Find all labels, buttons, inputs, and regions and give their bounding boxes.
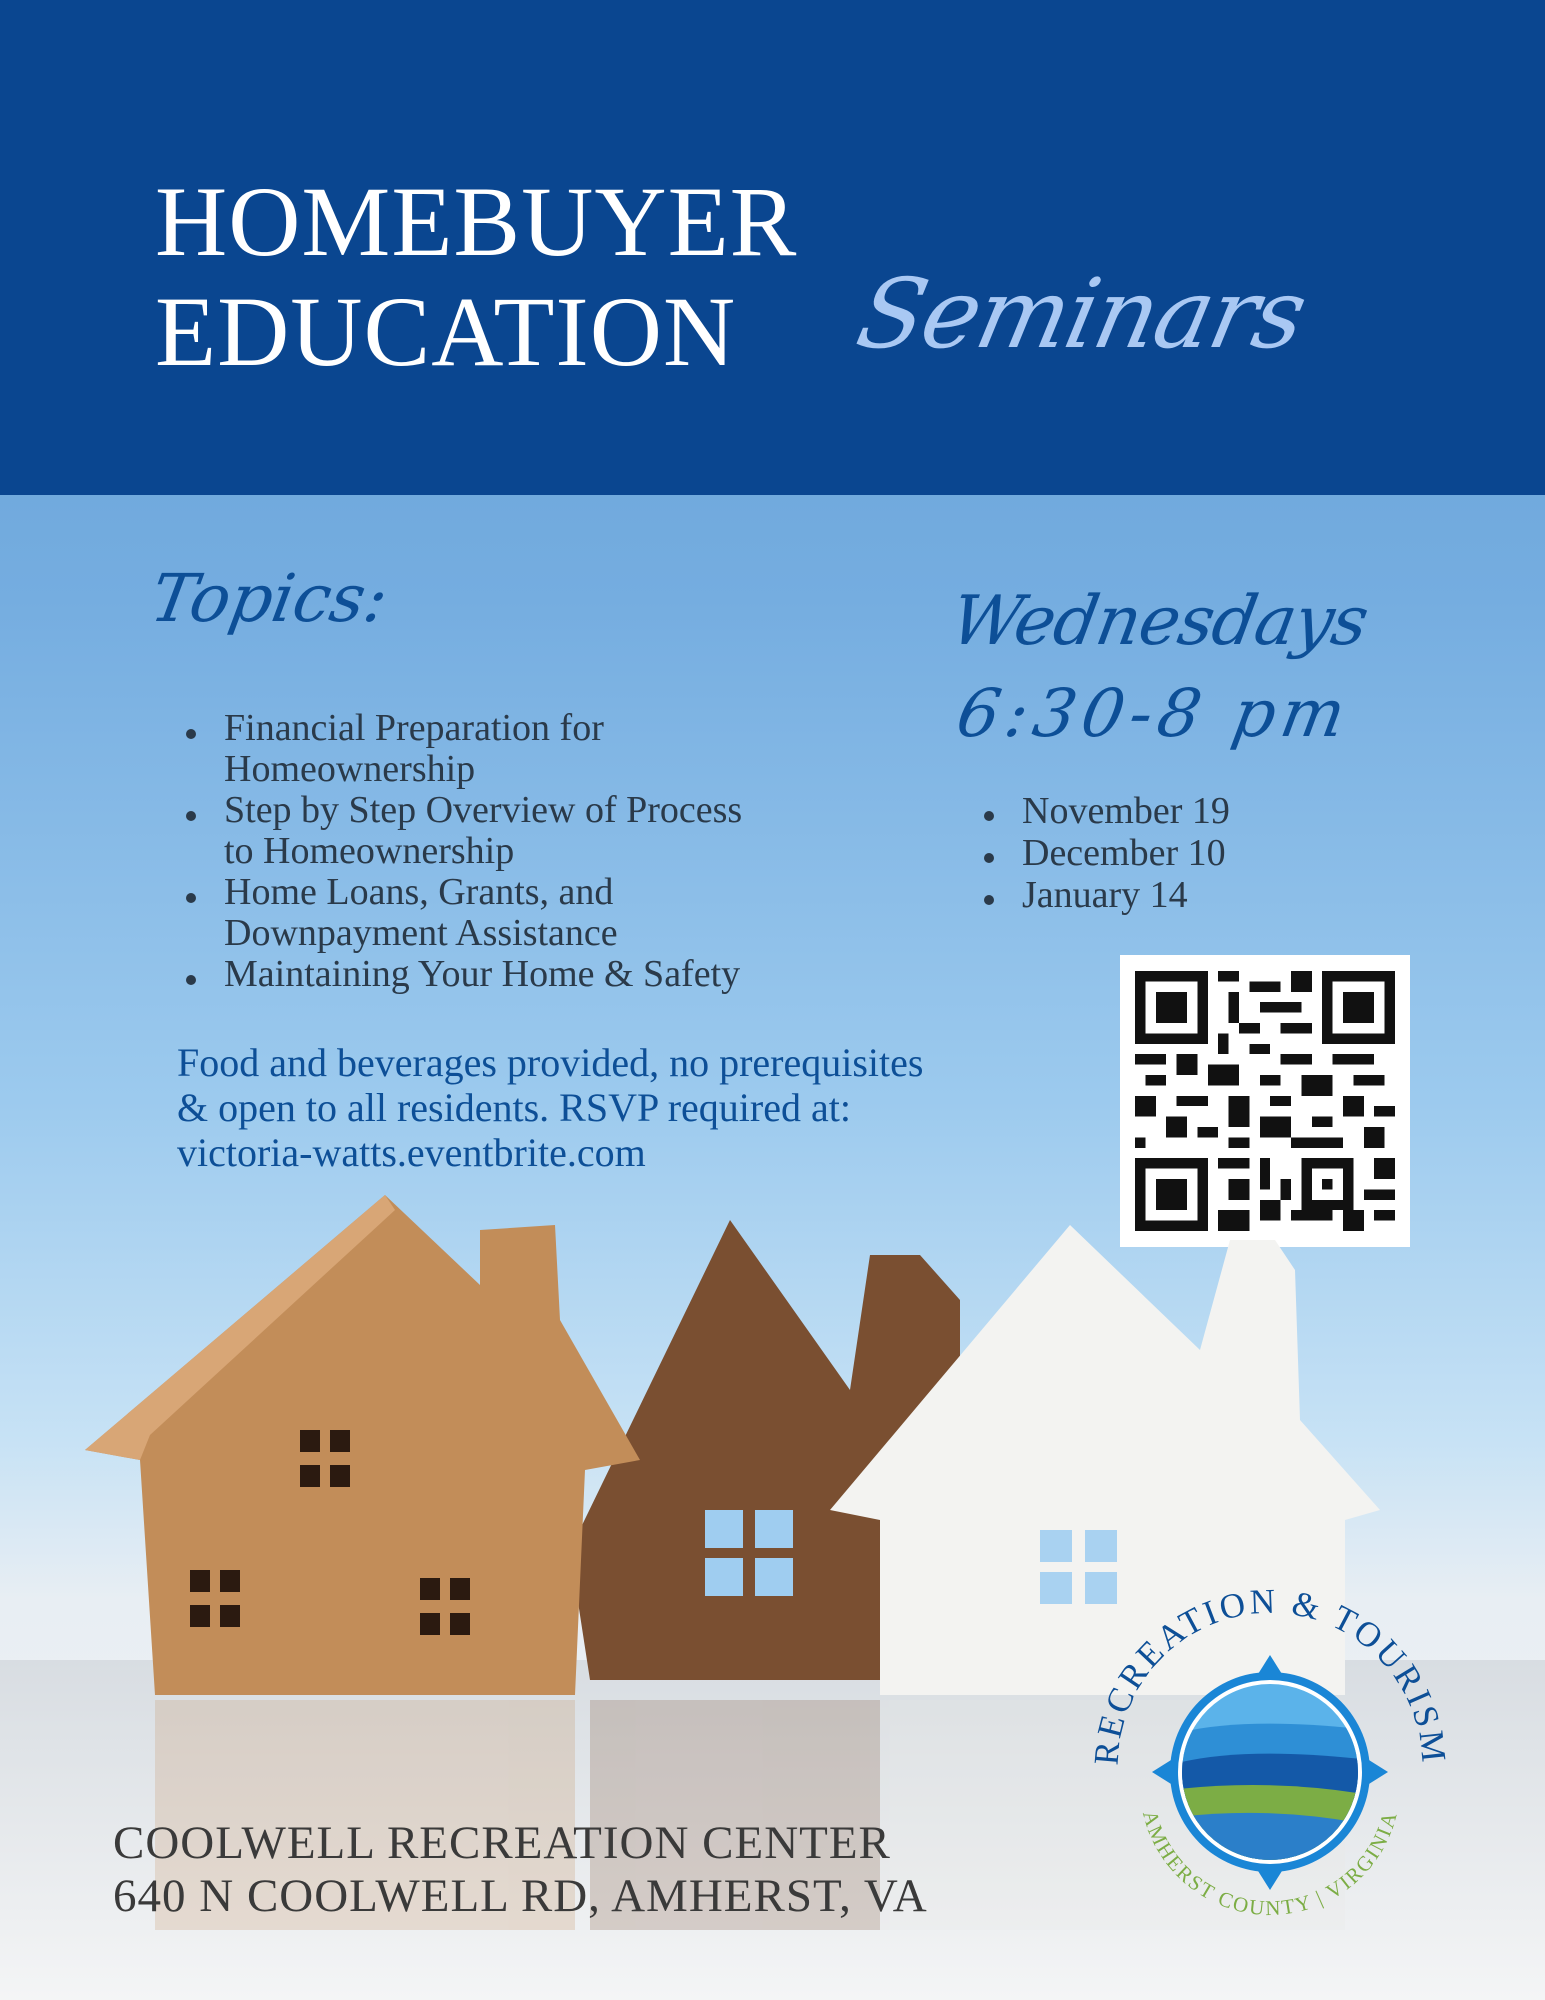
topics-list xyxy=(186,708,866,995)
logo-bottom-text: AMHERST COUNTY | VIRGINIA xyxy=(1137,1807,1403,1921)
rsvp-link[interactable]: victoria-watts.eventbrite.com xyxy=(177,1130,646,1175)
location-name: COOLWELL RECREATION CENTER xyxy=(113,1817,891,1869)
header-banner xyxy=(0,0,1545,495)
dates-list xyxy=(984,790,1314,916)
topic-item-line: to Homeownership xyxy=(224,830,515,872)
schedule-time: 6:30-8 pm xyxy=(951,675,1358,752)
info-line: Food and beverages provided, no prerequisites xyxy=(177,1040,924,1085)
location-address: 640 N COOLWELL RD, AMHERST, VA xyxy=(113,1870,928,1922)
recreation-tourism-logo xyxy=(1070,1550,1470,1950)
logo-top-text: RECREATION & TOURISM xyxy=(1086,1581,1454,1767)
topic-item-line: Homeownership xyxy=(224,748,476,790)
date-item: December 10 xyxy=(984,832,1314,874)
date-item: January 14 xyxy=(984,874,1314,916)
topic-item-line: Maintaining Your Home & Safety xyxy=(224,953,741,995)
topic-item-line: Downpayment Assistance xyxy=(224,912,618,954)
location-block xyxy=(113,1817,928,1923)
topic-item xyxy=(186,790,866,872)
topic-item-line: Financial Preparation for xyxy=(224,707,604,749)
date-item: November 19 xyxy=(984,790,1314,832)
topic-item xyxy=(186,872,866,954)
light-wood-house xyxy=(85,1195,640,1695)
info-line: & open to all residents. RSVP required at: xyxy=(177,1085,851,1130)
title-line-2: EDUCATION xyxy=(155,276,737,387)
topic-item-line: Step by Step Overview of Process xyxy=(224,789,743,831)
schedule-day: Wednesdays xyxy=(945,582,1374,661)
title-line-1: HOMEBUYER xyxy=(155,166,798,277)
topic-item xyxy=(186,954,866,995)
topic-item xyxy=(186,708,866,790)
info-text xyxy=(177,1040,1097,1175)
title-script: Seminars xyxy=(848,258,1315,370)
compass-icon xyxy=(1152,1655,1388,1890)
topics-heading: Topics: xyxy=(145,560,394,637)
topic-item-line: Home Loans, Grants, and xyxy=(224,871,614,913)
